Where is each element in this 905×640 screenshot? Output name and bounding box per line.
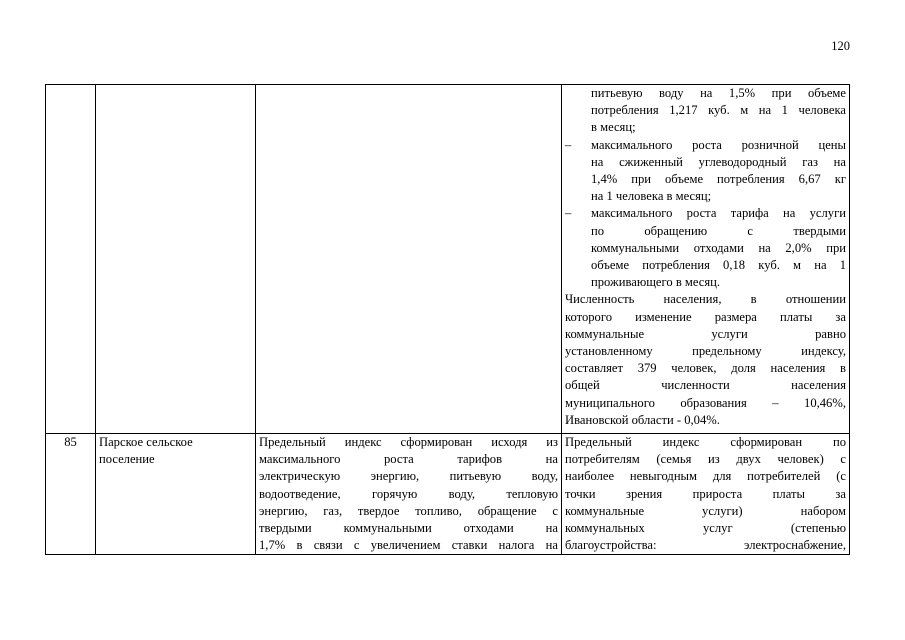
- list-item: [565, 85, 846, 137]
- text-line: в месяц;: [591, 120, 636, 135]
- text-line: Ивановской области - 0,04%.: [565, 412, 720, 427]
- text-line: точки зрения прироста платы за: [565, 486, 846, 501]
- text-line: твердыми коммунальными отходами на: [259, 521, 558, 536]
- text-line: на сжиженный углеводородный газ на: [591, 154, 846, 169]
- index-formation-cell: [256, 85, 562, 434]
- text-line: общей численности населения: [565, 378, 846, 393]
- text-line: 1,4% при объеме потребления 6,67 кг: [591, 172, 846, 187]
- text-line: объеме потребления 0,18 куб. м на 1: [591, 258, 846, 273]
- list-item: [565, 137, 846, 206]
- table-row: [46, 85, 850, 434]
- row-number-cell: [46, 85, 96, 434]
- list-item: [565, 205, 846, 291]
- index-details-cell: [562, 434, 850, 555]
- text-line: проживающего в месяц.: [591, 275, 721, 290]
- text-line: электрическую энергию, питьевую воду,: [259, 469, 558, 484]
- text-line: коммунальные услуги) набором: [565, 503, 846, 518]
- text-line: наиболее невыгодным для потребителей (с: [565, 469, 846, 484]
- text-line: коммунальные услуги равно: [565, 326, 846, 341]
- settlement-name-cell: [96, 85, 256, 434]
- text-line: водоотведение, горячую воду, тепловую: [259, 486, 558, 501]
- index-details-cell: [562, 85, 850, 434]
- text-line: – максимального роста тарифа на услуги: [591, 206, 846, 221]
- text-line: питьевую воду на 1,5% при объеме: [591, 86, 846, 100]
- text-line: – максимального роста розничной цены: [591, 137, 846, 152]
- index-formation-cell: [256, 434, 562, 555]
- text-line: 1,7% в связи с увеличением ставки налога на: [259, 538, 558, 553]
- text-line: Предельный индекс сформирован по: [565, 435, 846, 449]
- text-line: на 1 человека в месяц;: [591, 189, 712, 204]
- text-line: Парское сельское: [99, 435, 193, 449]
- text-line: по обращению с твердыми: [591, 223, 846, 238]
- row-number-cell: 85: [46, 434, 96, 555]
- table-row: [46, 434, 850, 555]
- text-line: потребителям (семья из двух человек) с: [565, 452, 846, 467]
- text-line: энергию, газ, твердое топливо, обращение с: [259, 503, 558, 518]
- text-line: Численность населения, в отношении: [565, 292, 846, 307]
- text-line: коммунальных услуг (степенью: [565, 521, 846, 536]
- settlement-name-cell: [96, 434, 256, 555]
- text-line: Предельный индекс сформирован исходя из: [259, 435, 558, 449]
- text-line: составляет 379 человек, доля населения в: [565, 361, 846, 376]
- bullet-list: [565, 85, 846, 291]
- text-line: потребления 1,217 куб. м на 1 человека: [591, 103, 846, 118]
- text-line: коммунальными отходами на 2,0% при: [591, 240, 846, 255]
- text-line: муниципального образования – 10,46%,: [565, 395, 846, 410]
- tariff-table: [45, 84, 850, 555]
- population-paragraph: [565, 291, 846, 429]
- text-line: максимального роста тарифов на: [259, 452, 558, 467]
- page-number: 120: [831, 39, 850, 53]
- text-line: которого изменение размера платы за: [565, 309, 846, 324]
- text-line: благоустройства: электроснабжение,: [565, 538, 846, 553]
- text-line: поселение: [99, 452, 155, 467]
- text-line: установленному предельному индексу,: [565, 344, 846, 359]
